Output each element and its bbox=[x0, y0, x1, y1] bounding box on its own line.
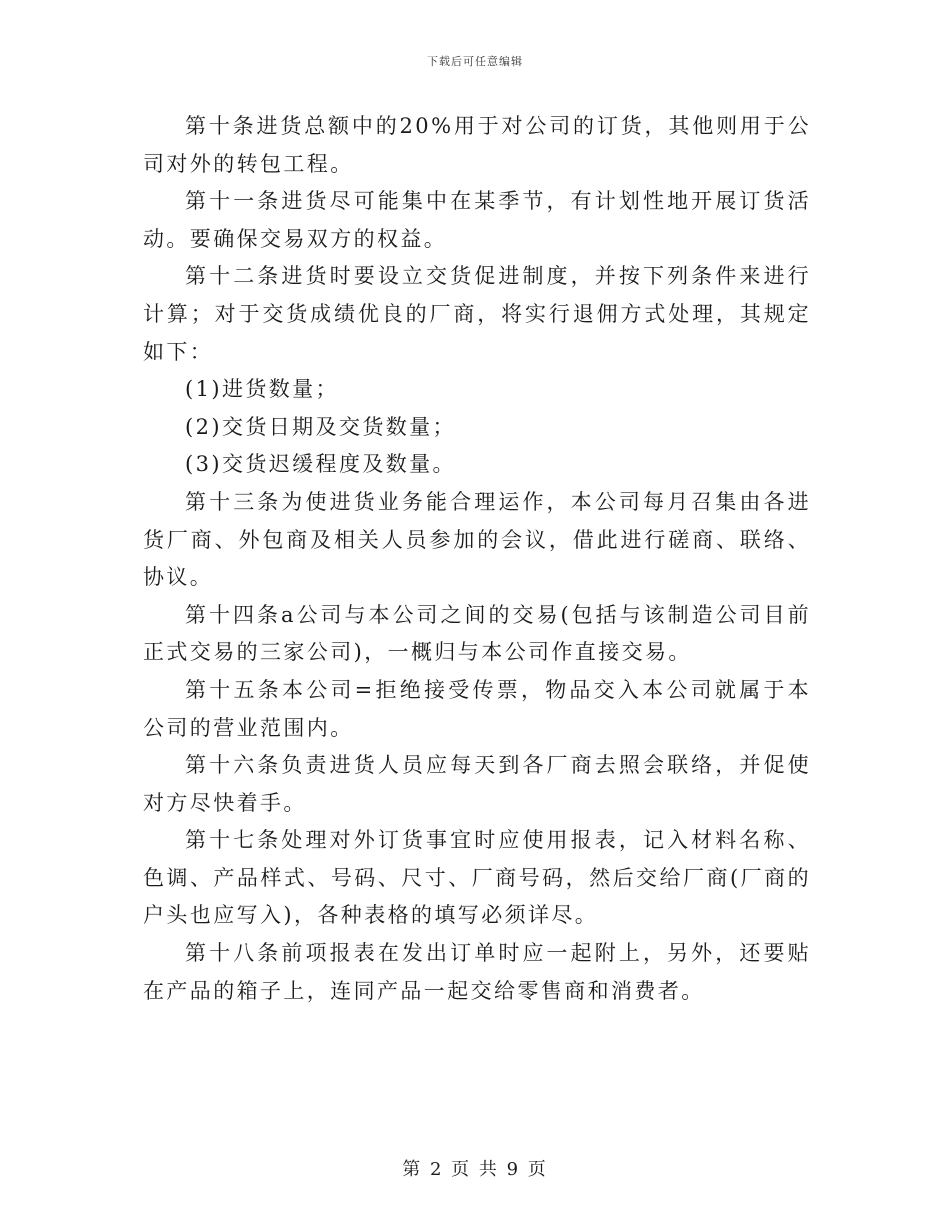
list-item-1: (1)进货数量； bbox=[185, 377, 339, 402]
article-16-paragraph: 第十六条负责进货人员应每天到各厂商去照会联络，并促使对方尽快着手。 bbox=[143, 753, 811, 815]
page-footer: 第 2 页 共 9 页 bbox=[402, 1159, 548, 1180]
article-12-paragraph: 第十二条进货时要设立交货促进制度，并按下列条件来进行计算；对于交货成绩优良的厂商，将实行退佣方式处理，其规定如下： bbox=[143, 264, 811, 364]
article-10-paragraph: 第十条进货总额中的20%用于对公司的订货，其他则用于公司对外的转包工程。 bbox=[143, 114, 811, 176]
article-14-paragraph: 第十四条a公司与本公司之间的交易(包括与该制造公司目前正式交易的三家公司)，一概归与本公司作直接交易。 bbox=[143, 602, 811, 665]
page-header: 下载后可任意编辑 bbox=[427, 55, 523, 68]
article-13-paragraph: 第十三条为使进货业务能合理运作，本公司每月召集由各进货厂商、外包商及相关人员参加的会议，借此进行磋商、联络、协议。 bbox=[143, 489, 811, 590]
list-item-3: (3)交货迟缓程度及数量。 bbox=[185, 452, 456, 477]
article-15-paragraph: 第十五条本公司=拒绝接受传票，物品交入本公司就属于本公司的营业范围内。 bbox=[143, 677, 811, 740]
document-body bbox=[143, 108, 811, 1010]
article-17-paragraph: 第十七条处理对外订货事宜时应使用报表，记入材料名称、色调、产品样式、号码、尺寸、厂商号码，然后交给厂商(厂商的户头也应写入)，各种表格的填写必须详尽。 bbox=[143, 828, 811, 928]
list-item-2: (2)交货日期及交货数量； bbox=[185, 414, 456, 439]
article-18-paragraph: 第十八条前项报表在发出订单时应一起附上，另外，还要贴在产品的箱子上，连同产品一起交给零售商和消费者。 bbox=[143, 941, 811, 1003]
article-11-paragraph: 第十一条进货尽可能集中在某季节，有计划性地开展订货活动。要确保交易双方的权益。 bbox=[143, 189, 811, 251]
